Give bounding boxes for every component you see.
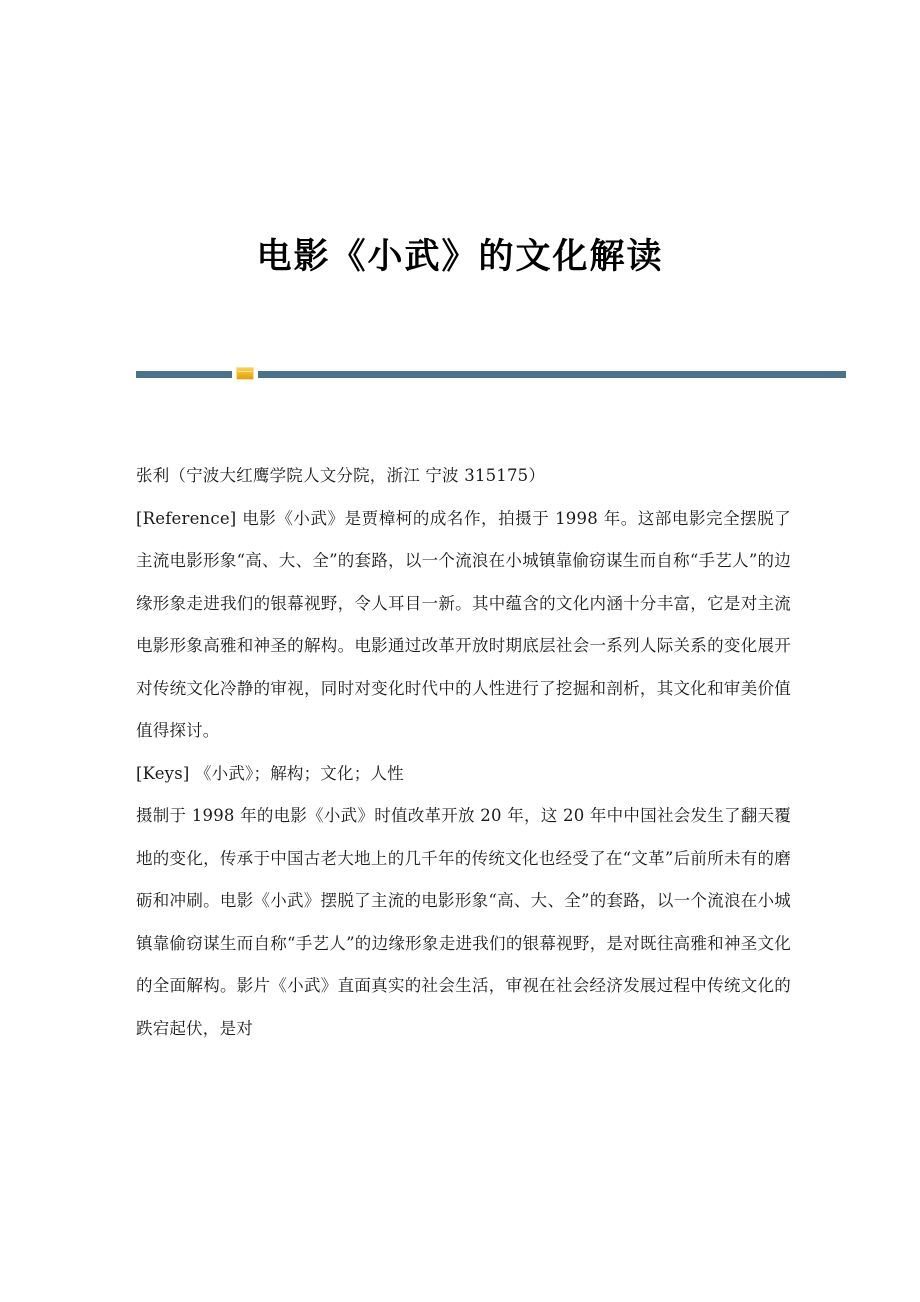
decorative-divider	[136, 367, 846, 381]
divider-bar-left	[136, 371, 232, 378]
document-body	[136, 455, 791, 1050]
body-paragraph: 摄制于 1998 年的电影《小武》时值改革开放 20 年，这 20 年中中国社会发生了翻天覆地的变化，传承于中国古老大地上的几千年的传统文化也经受了在“文革”后前所未有的磨砺和冲刷。电影《小武》摆脱了主流的电影形象“高、大、全”的套路，以一个流浪在小城镇靠偷窃谋生而自称“手艺人”的边缘形象走进我们的银幕视野，是对既往高雅和神圣文化的全面解构。影片《小武》直面真实的社会生活，审视在社会经济发展过程中传统文化的跌宕起伏，是对	[136, 806, 791, 1038]
gold-square-badge-icon	[236, 367, 254, 380]
divider-bar-right	[258, 371, 846, 378]
keywords-line: [Keys] 《小武》；解构；文化；人性	[136, 763, 404, 783]
abstract-paragraph: [Reference] 电影《小武》是贾樟柯的成名作，拍摄于 1998 年。这部电影完全摆脱了主流电影形象“高、大、全”的套路，以一个流浪在小城镇靠偷窃谋生而自称“手艺人”的边缘形象走进我们的银幕视野，令人耳目一新。其中蕴含的文化内涵十分丰富，它是对主流电影形象高雅和神圣的解构。电影通过改革开放时期底层社会一系列人际关系的变化展开对传统文化冷静的审视，同时对变化时代中的人性进行了挖掘和剖析，其文化和审美价值值得探讨。	[136, 508, 791, 740]
author-affiliation-line: 张利（宁波大红鹰学院人文分院，浙江 宁波 315175）	[136, 466, 546, 485]
page-title: 电影《小武》的文化解读	[256, 236, 664, 278]
